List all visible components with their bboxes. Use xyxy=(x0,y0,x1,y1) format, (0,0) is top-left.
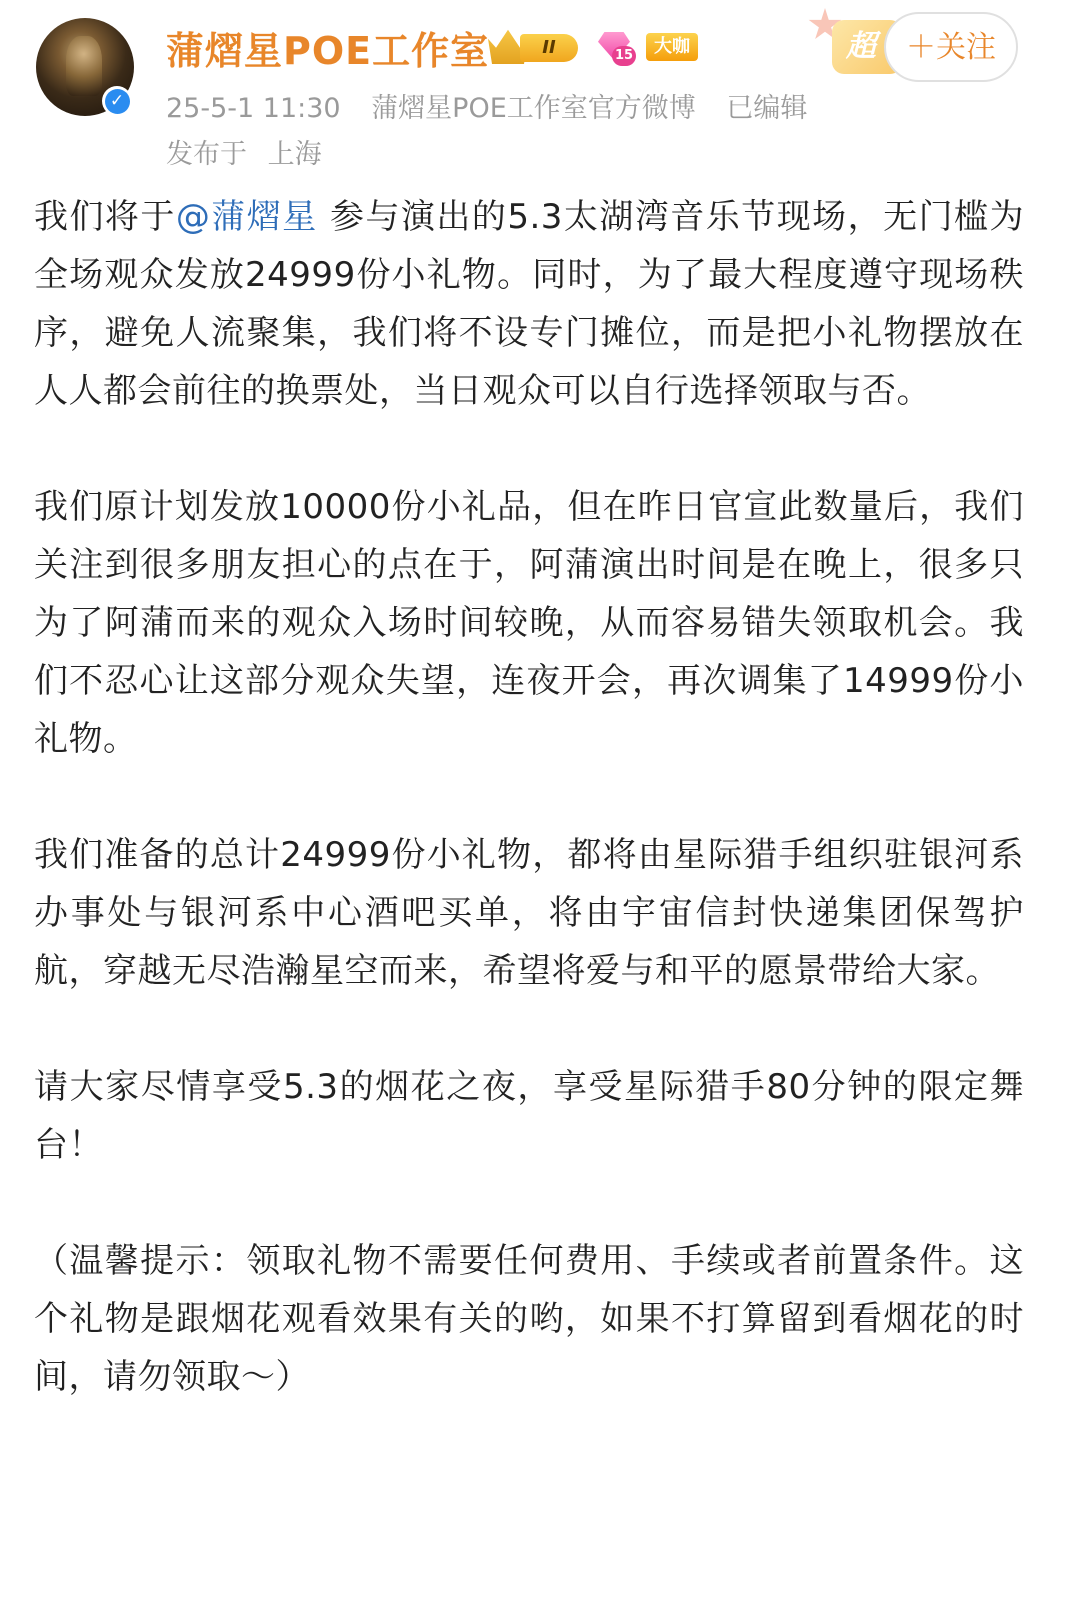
p1-after: 参与演出的5.3太湖湾音乐节现场，无门槛为全场观众发放24999份小礼物。同时，为了最大程度遵守现场秩序，避免人流聚集，我们将不设专门摊位，而是把小礼物摆放在人人都会前往的换票处，当日观众可以自行选择领取与否。 xyxy=(34,197,1025,411)
username[interactable]: 蒲熠星POE工作室 xyxy=(166,29,490,73)
mention-link[interactable]: @蒲熠星 xyxy=(175,197,318,237)
super-badge-text: 超 xyxy=(832,20,902,74)
verified-icon xyxy=(102,86,132,116)
verified-mark: ✓ xyxy=(105,89,130,114)
post-timestamp: 25-5-1 11:30 xyxy=(166,93,341,124)
user-badges xyxy=(488,28,698,66)
edited-label[interactable]: 已编辑 xyxy=(726,93,808,124)
level-text: II xyxy=(520,34,578,62)
location-name: 上海 xyxy=(267,139,322,170)
post-paragraph-2: 我们原计划发放10000份小礼品，但在昨日官宣此数量后，我们关注到很多朋友担心的点在于，阿蒲演出时间是在晚上，很多只为了阿蒲而来的观众入场时间较晚，从而容易错失领取机会。我们不忍心让这部分观众失望，连夜开会，再次调集了14999份小礼物。 xyxy=(34,487,1024,759)
gem-badge-number: 15 xyxy=(612,46,636,66)
post-meta xyxy=(166,86,829,125)
post-source[interactable]: 蒲熠星POE工作室官方微博 xyxy=(371,93,696,124)
post-paragraph-4: 请大家尽情享受5.3的烟花之夜，享受星际猎手80分钟的限定舞台！ xyxy=(34,1067,1024,1165)
gem-badge[interactable] xyxy=(596,28,636,66)
follow-button[interactable]: ＋关注 xyxy=(884,12,1018,82)
post-paragraph-1 xyxy=(34,188,1024,420)
location-prefix: 发布于 xyxy=(166,139,247,170)
avatar-figure xyxy=(66,36,102,96)
p1-before: 我们将于 xyxy=(34,197,176,237)
crown-level-badge[interactable] xyxy=(488,28,586,66)
post-body xyxy=(34,188,1024,1464)
post-header xyxy=(0,0,1080,175)
post-paragraph-5: （温馨提示：领取礼物不需要任何费用、手续或者前置条件。这个礼物是跟烟花观看效果有关的哟，如果不打算留到看烟花的时间，请勿领取～） xyxy=(34,1241,1024,1397)
post-location xyxy=(166,132,322,171)
daka-badge[interactable]: 大咖 xyxy=(646,33,698,61)
post-paragraph-3: 我们准备的总计24999份小礼物，都将由星际猎手组织驻银河系办事处与银河系中心酒吧买单，将由宇宙信封快递集团保驾护航，穿越无尽浩瀚星空而来，希望将爱与和平的愿景带给大家。 xyxy=(34,835,1024,991)
